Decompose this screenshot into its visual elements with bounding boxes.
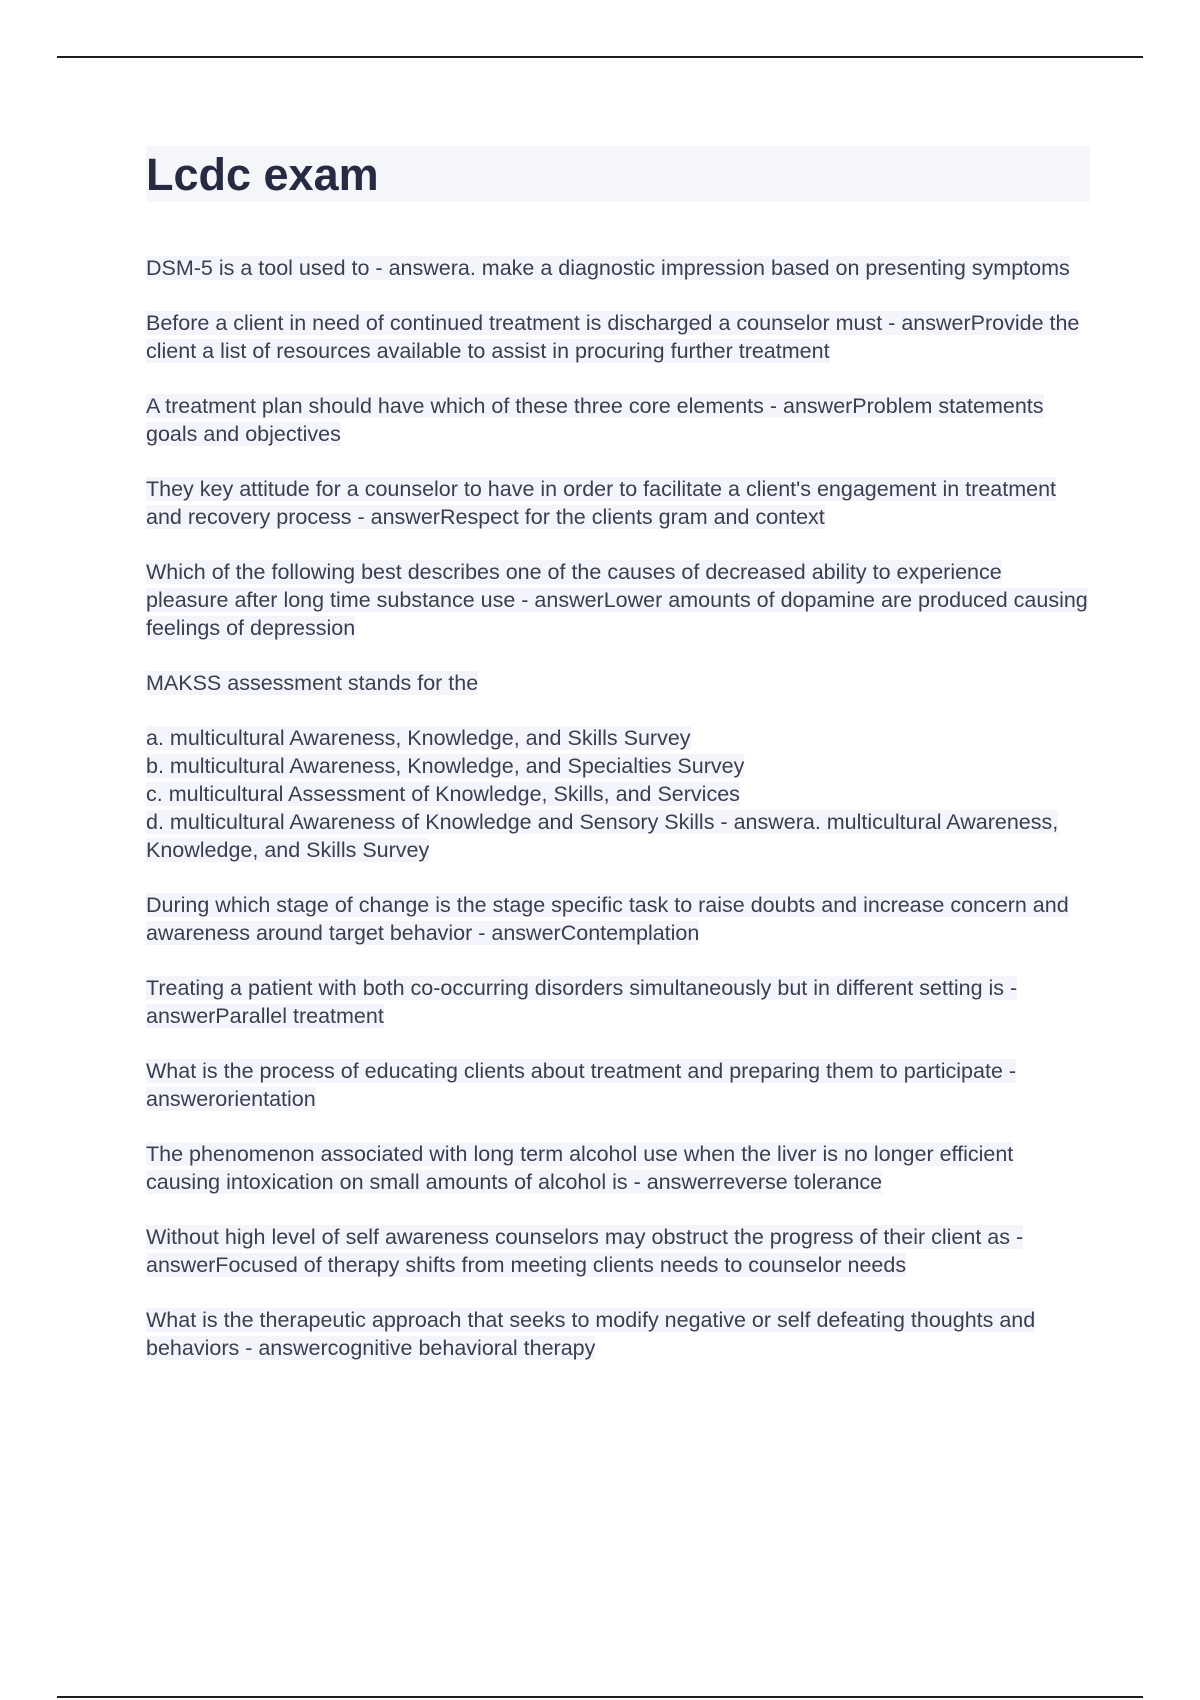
qa-text: What is the process of educating clients about treatment and preparing them to participate - answerorientation	[146, 1059, 1017, 1111]
makss-options	[146, 724, 1090, 864]
qa-item	[146, 1306, 1090, 1362]
qa-item	[146, 1057, 1090, 1113]
top-divider	[57, 56, 1143, 58]
qa-list	[146, 254, 1090, 1362]
qa-item	[146, 254, 1090, 282]
bottom-divider	[57, 1696, 1143, 1698]
qa-text: Which of the following best describes one of the causes of decreased ability to experience pleasure after long time substance use - answerLower amounts of dopamine are produced causing feelings of depression	[146, 560, 1088, 640]
qa-text: During which stage of change is the stage specific task to raise doubts and increase concern and awareness around target behavior - answerContemplation	[146, 893, 1069, 945]
qa-item	[146, 1140, 1090, 1196]
qa-text: A treatment plan should have which of these three core elements - answerProblem statements goals and objectives	[146, 394, 1044, 446]
document-body	[146, 146, 1090, 1389]
qa-text: Without high level of self awareness counselors may obstruct the progress of their client as - answerFocused of therapy shifts from meeting clients needs to counselor needs	[146, 1225, 1024, 1277]
qa-item	[146, 974, 1090, 1030]
qa-text: Before a client in need of continued treatment is discharged a counselor must - answerProvide the client a list of resources available to assist in procuring further treatment	[146, 311, 1080, 363]
option-line: c. multicultural Assessment of Knowledge, Skills, and Services	[146, 782, 740, 806]
page-title: Lcdc exam	[146, 148, 379, 200]
qa-text: DSM-5 is a tool used to - answera. make a diagnostic impression based on presenting symptoms	[146, 256, 1070, 280]
qa-text: Treating a patient with both co-occurring disorders simultaneously but in different setting is - answerParallel treatment	[146, 976, 1018, 1028]
option-line: a. multicultural Awareness, Knowledge, and Skills Survey	[146, 726, 691, 750]
option-line: b. multicultural Awareness, Knowledge, and Specialties Survey	[146, 754, 745, 778]
qa-item	[146, 669, 1090, 697]
option-line: d. multicultural Awareness of Knowledge and Sensory Skills - answera. multicultural Awareness, Knowledge, and Skills Survey	[146, 810, 1059, 862]
qa-item	[146, 891, 1090, 947]
qa-text: They key attitude for a counselor to have in order to facilitate a client's engagement in treatment and recovery process - answerRespect for the clients gram and context	[146, 477, 1057, 529]
qa-text: What is the therapeutic approach that seeks to modify negative or self defeating thoughts and behaviors - answercognitive behavioral therapy	[146, 1308, 1036, 1360]
qa-item	[146, 392, 1090, 448]
qa-item	[146, 1223, 1090, 1279]
qa-item	[146, 475, 1090, 531]
qa-text: The phenomenon associated with long term alcohol use when the liver is no longer efficient causing intoxication on small amounts of alcohol is - answerreverse tolerance	[146, 1142, 1014, 1194]
qa-text: MAKSS assessment stands for the	[146, 671, 479, 695]
qa-item	[146, 558, 1090, 642]
title-banner	[146, 146, 1090, 202]
qa-item	[146, 309, 1090, 365]
